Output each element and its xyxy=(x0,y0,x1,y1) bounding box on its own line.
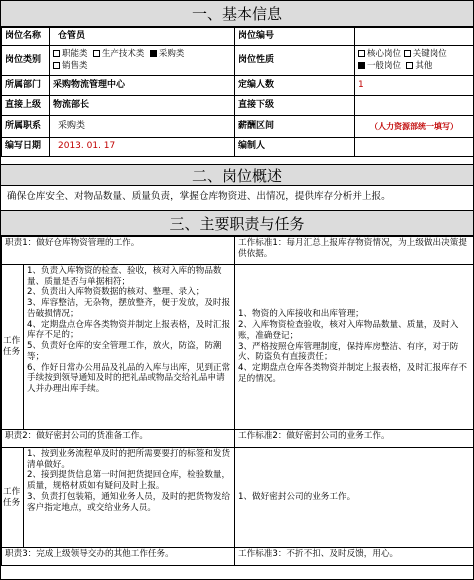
post-name-value: 仓管员 xyxy=(50,28,235,46)
list-item: 4、定期盘点仓库各类物资并制定上报表格，及时汇报库存不足的； xyxy=(27,319,231,341)
duty1-title: 职责1：做好仓库物资管理的工作。 xyxy=(2,237,235,265)
list-item: 3、严格按照仓库管理制度，保持库房整洁、有序，对于防火、防盗负有直接责任； xyxy=(238,341,459,363)
duty2-title: 职责2：做好密封公司的货准备工作。 xyxy=(2,430,235,448)
list-item: 3、负责打包装箱，通知业务人员，及时的把货物发给客户指定地点，或交给业务人员。 xyxy=(27,491,231,513)
post-name-label: 岗位名称 xyxy=(2,28,50,46)
section-duties-header: 三、主要职责与任务 xyxy=(1,211,473,236)
list-item: 2、负责出入库物资数据的核对、整理、录入； xyxy=(27,287,205,298)
headcount-label: 定编人数 xyxy=(235,76,355,96)
nature-option-other[interactable]: 其他 xyxy=(406,61,432,71)
section-basic-info-header: 一、基本信息 xyxy=(1,1,473,27)
superior-value: 物流部长 xyxy=(50,96,235,116)
duty1-task-label: 工作任务 xyxy=(2,265,24,430)
nature-option-general[interactable]: 一般岗位 xyxy=(358,61,401,71)
list-item: 3、库容整洁，无杂物，摆放整齐，便于发放，及时报告破损情况； xyxy=(27,298,231,319)
checkbox-checked-icon xyxy=(358,62,365,69)
duty3-title: 职责3：完成上级领导交办的其他工作任务。 xyxy=(2,548,235,566)
editor-value xyxy=(355,138,474,157)
duty2-task-list xyxy=(24,448,235,548)
dept-label: 所属部门 xyxy=(2,76,50,96)
duty1-task-list xyxy=(24,265,235,430)
section-overview-header: 二、岗位概述 xyxy=(1,164,473,186)
basic-info-table xyxy=(1,27,474,157)
overview-text: 确保仓库安全、对物品数量、质量负责，掌握仓库物资进、出情况，提供库存分析并上报。 xyxy=(1,186,473,211)
checkbox-icon xyxy=(404,50,411,57)
duty3-standard: 工作标准3：不折不扣、及时反馈，用心。 xyxy=(235,548,474,566)
superior-label: 直接上级 xyxy=(2,96,50,116)
checkbox-icon xyxy=(93,50,100,57)
list-item: 1、做好密封公司的业务工作。 xyxy=(238,492,356,503)
cat-option-functional[interactable]: 职能类 xyxy=(53,49,88,59)
checkbox-icon xyxy=(53,62,60,69)
date-label: 编写日期 xyxy=(2,138,50,157)
checkbox-icon xyxy=(406,62,413,69)
dept-value: 采购物流管理中心 xyxy=(50,76,235,96)
list-item: 1、物资的入库接收和出库管理； xyxy=(238,309,364,320)
post-no-label: 岗位编号 xyxy=(235,28,355,46)
post-no-value xyxy=(355,28,474,46)
headcount-value: 1 xyxy=(355,76,474,96)
checkbox-checked-icon xyxy=(150,50,157,57)
duties-table xyxy=(1,236,474,566)
duty1-standard: 工作标准1：每月汇总上报库存物资情况，为上级做出决策提供依据。 xyxy=(235,237,474,265)
nature-option-key[interactable]: 关键岗位 xyxy=(404,49,447,59)
duty1-standard-list xyxy=(235,265,474,430)
list-item: 1、负责入库物资的检查、验收，核对入库的物品数量、质量是否与单据相符； xyxy=(27,266,222,287)
list-item: 4、定期盘点仓库各类物资并制定上报表格，及时汇报库存不足的情况。 xyxy=(238,363,467,384)
post-category-options xyxy=(50,46,235,76)
series-label: 所属职系 xyxy=(2,116,50,138)
list-item: 6、作好日常办公用品及礼品的入库与出库，见到正常手续按到领导通知及时的把礼品或物品交给礼品申请人并办理出库手续。 xyxy=(27,362,231,395)
subordinate-value xyxy=(355,96,474,116)
post-nature-label: 岗位性质 xyxy=(235,46,355,76)
salary-value: （人力资源部统一填写） xyxy=(355,116,474,138)
checkbox-icon xyxy=(358,50,365,57)
post-nature-options xyxy=(355,46,474,76)
post-category-label: 岗位类别 xyxy=(2,46,50,76)
series-value: 采购类 xyxy=(50,116,235,138)
duty2-standard-list xyxy=(235,448,474,548)
editor-label: 编制人 xyxy=(235,138,355,157)
duty2-task-label: 工作任务 xyxy=(2,448,24,548)
duty2-standard: 工作标准2：做好密封公司的业务工作。 xyxy=(235,430,474,448)
cat-option-production[interactable]: 生产技术类 xyxy=(93,49,145,59)
checkbox-icon xyxy=(53,50,60,57)
salary-label: 薪酬区间 xyxy=(235,116,355,138)
cat-option-purchase[interactable]: 采购类 xyxy=(150,49,185,59)
subordinate-label: 直接下级 xyxy=(235,96,355,116)
cat-option-sales[interactable]: 销售类 xyxy=(53,61,88,71)
list-item: 2、入库物资检查验收，核对入库物品数量、质量，及时入账，准确登记； xyxy=(238,320,459,341)
list-item: 2、接到提货信息第一时间把货提回仓库，检验数量，质量，规格材质如有疑问及时上报。 xyxy=(27,470,231,492)
date-value: 2013. 01. 17 xyxy=(50,138,235,157)
list-item: 1、按到业务流程单及时的把所需要要打的标签和发货清单做好。 xyxy=(27,449,231,470)
list-item: 5、负责好仓库的安全管理工作，放火，防盗，防潮等； xyxy=(27,341,222,362)
nature-option-core[interactable]: 核心岗位 xyxy=(358,49,401,59)
